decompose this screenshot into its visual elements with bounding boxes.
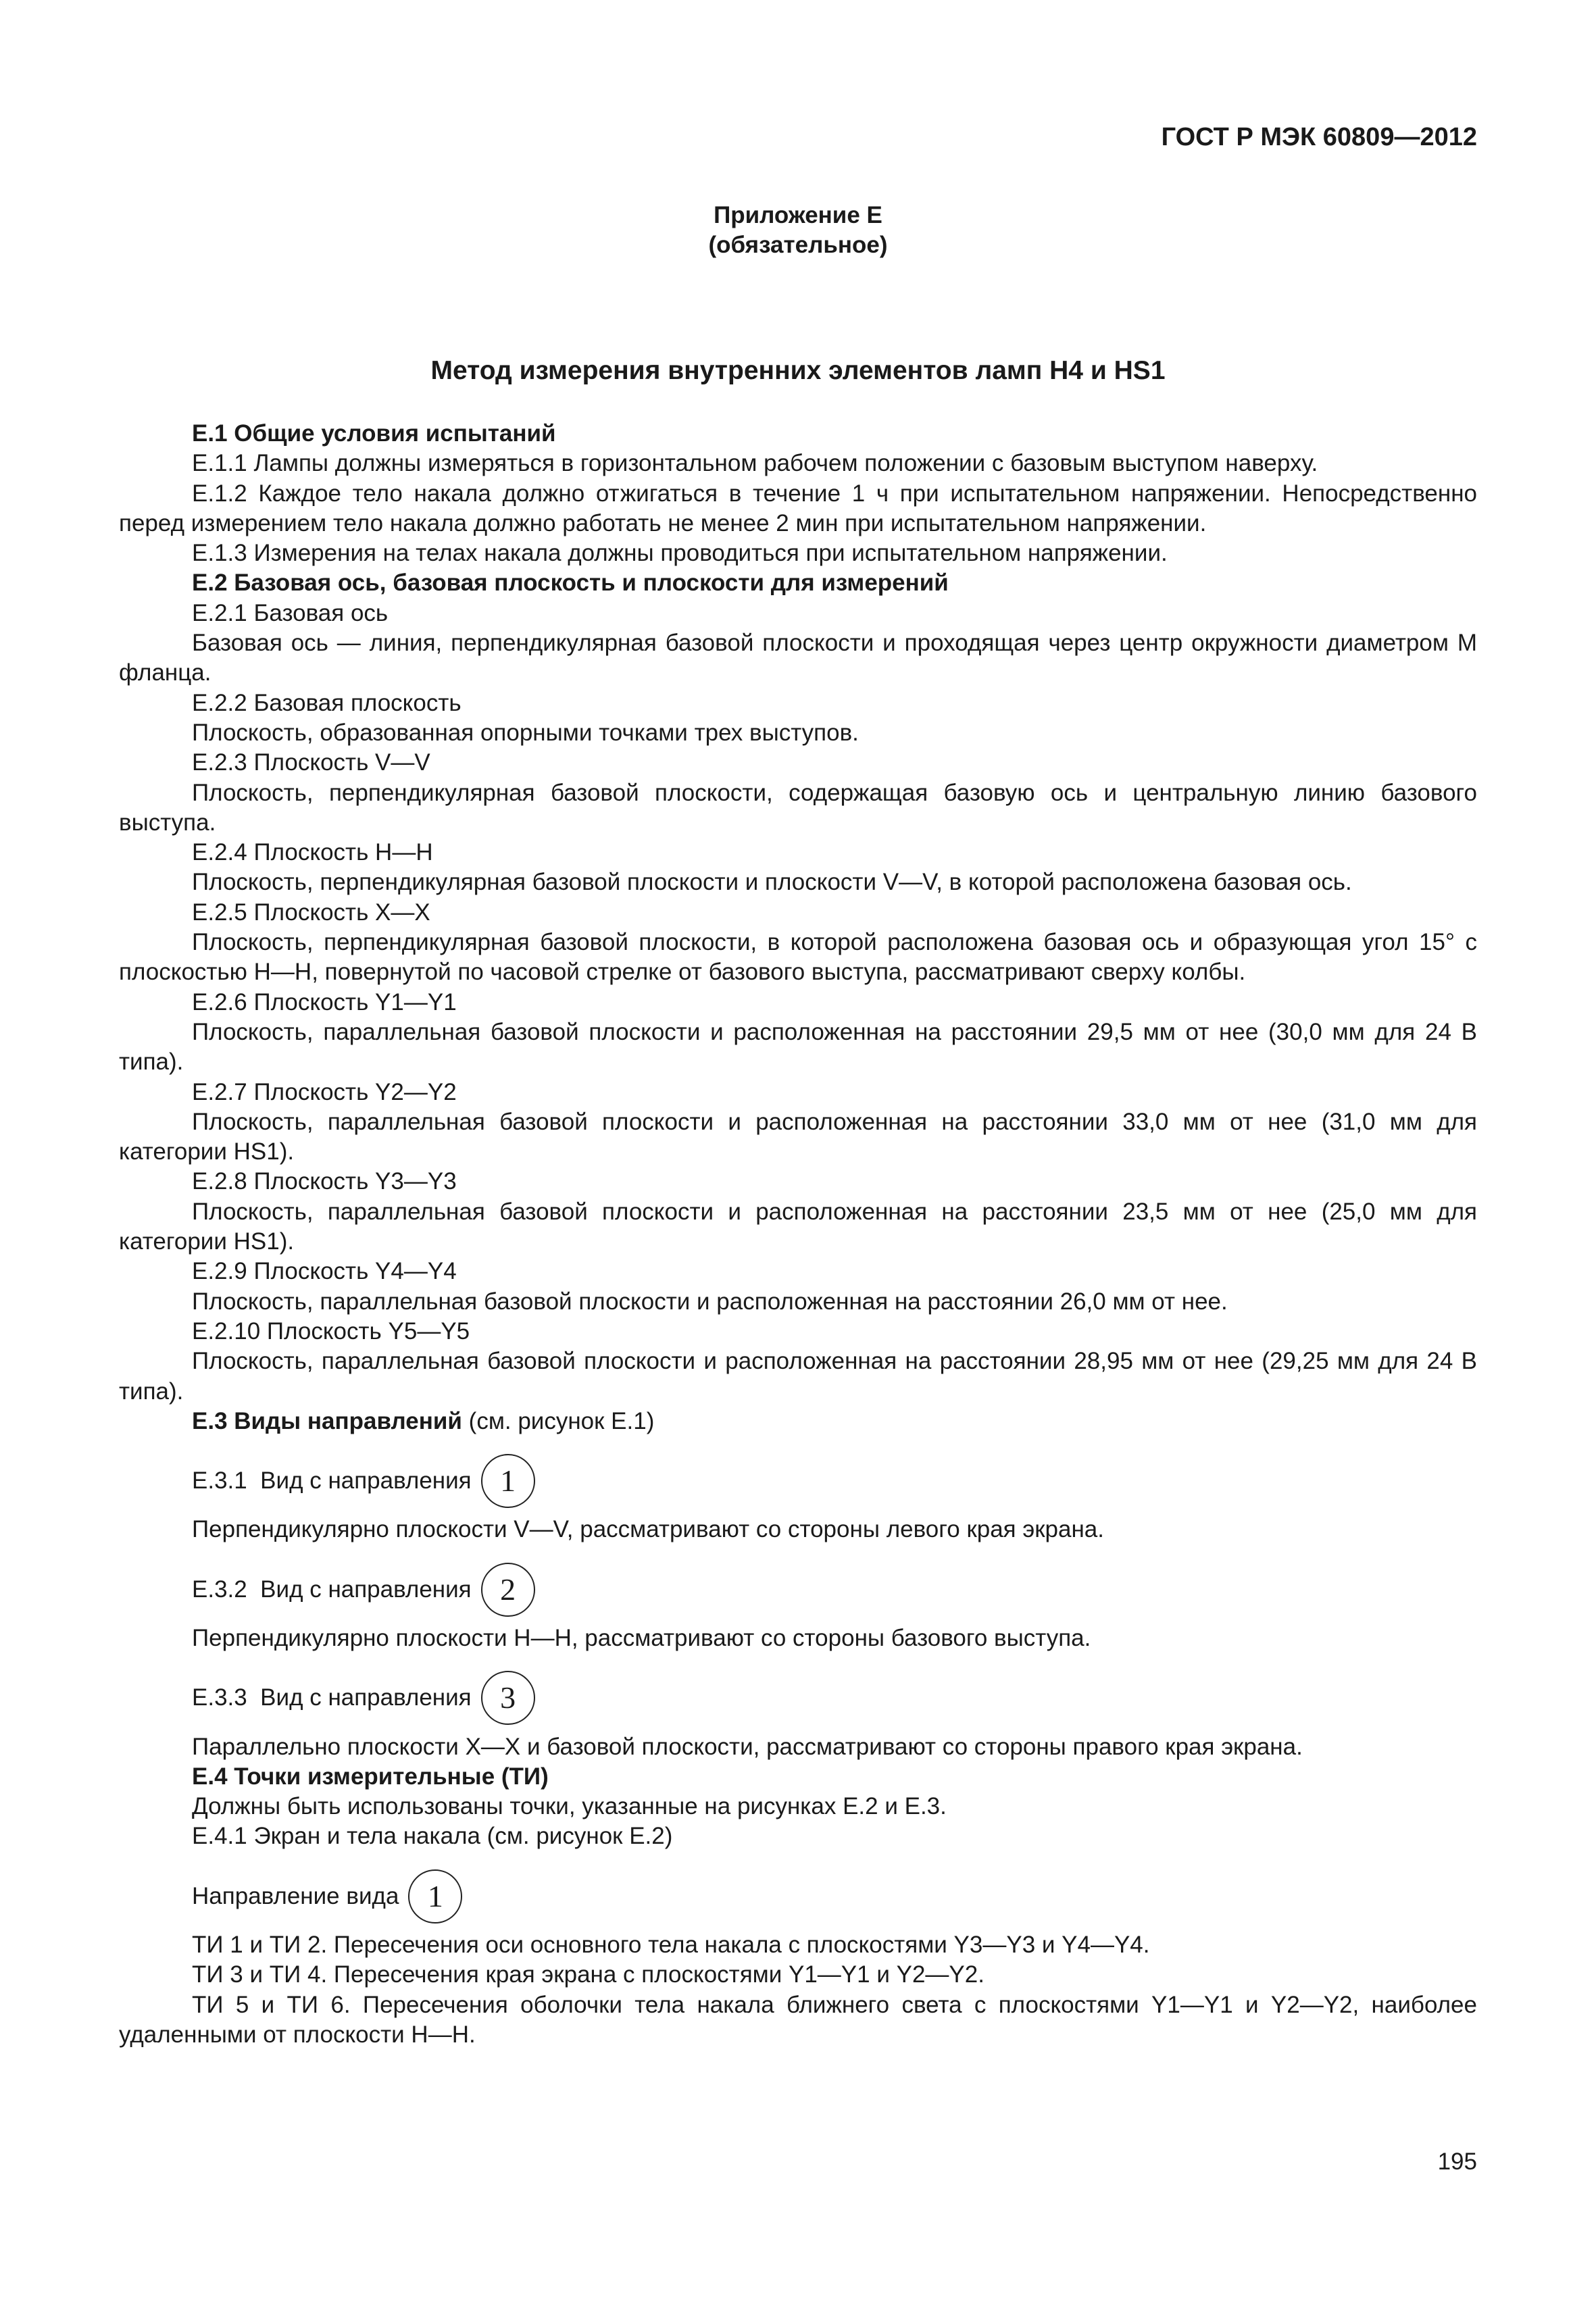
clause-e3-2: [119, 1571, 1477, 1607]
clause-e2-10-text: Плоскость, параллельная базовой плоскости и расположенная на расстоянии 28,95 мм от нее (29,25 мм для 24 В типа).: [119, 1348, 1477, 1405]
annex-title: Приложение Е: [714, 202, 882, 228]
section-heading-e1: Е.1 Общие условия испытаний: [192, 420, 556, 447]
section-heading-e2: Е.2 Базовая ось, базовая плоскость и плоскости для измерений: [192, 570, 949, 597]
clause-e1-2: Е.1.2 Каждое тело накала должно отжигаться в течение 1 ч при испытательном напряжении. Непосредственно перед измерением тело накала должно работать не менее 2 мин при испытательном напряжении.: [119, 480, 1477, 536]
clause-e2-5: Е.2.5 Плоскость X—X: [192, 899, 430, 926]
clause-e2-4: Е.2.4 Плоскость Н—Н: [192, 839, 433, 866]
document-body: [119, 419, 1477, 2050]
view-direction-circle: 1: [408, 1869, 462, 1923]
clause-e3-3-text: Параллельно плоскости X—X и базовой плоскости, рассматривают со стороны правого края экрана.: [192, 1733, 1303, 1760]
clause-e2-7-text: Плоскость, параллельная базовой плоскости и расположенная на расстоянии 33,0 мм от нее (31,0 мм для категории HS1).: [119, 1108, 1477, 1165]
direction-circle-2: 2: [481, 1563, 535, 1617]
clause-e2-8-text: Плоскость, параллельная базовой плоскости и расположенная на расстоянии 23,5 мм от нее (25,0 мм для категории HS1).: [119, 1198, 1477, 1255]
annex-header: [119, 201, 1477, 260]
ti-1-2: ТИ 1 и ТИ 2. Пересечения оси основного тела накала с плоскостями Y3—Y3 и Y4—Y4.: [192, 1932, 1150, 1959]
clause-e2-2: Е.2.2 Базовая плоскость: [192, 689, 462, 716]
clause-e3-1-label: Е.3.1 Вид с направления: [192, 1467, 472, 1494]
clause-e3-1-text: Перпендикулярно плоскости V—V, рассматривают со стороны левого края экрана.: [192, 1516, 1104, 1543]
clause-e2-6: Е.2.6 Плоскость Y1—Y1: [192, 988, 457, 1015]
clause-e2-9-text: Плоскость, параллельная базовой плоскости и расположенная на расстоянии 26,0 мм от нее.: [192, 1288, 1228, 1315]
clause-e2-3-text: Плоскость, перпендикулярная базовой плоскости, содержащая базовую ось и центральную линию базового выступа.: [119, 779, 1477, 836]
clause-e2-7: Е.2.7 Плоскость Y2—Y2: [192, 1078, 457, 1105]
clause-e2-5-text: Плоскость, перпендикулярная базовой плоскости, в которой расположена базовая ось и образующая угол 15° с плоскостью Н—Н, повернутой по часовой стрелке от базового выступа, рассматривают сверху колбы.: [119, 929, 1477, 986]
ti-5-6: ТИ 5 и ТИ 6. Пересечения оболочки тела накала ближнего света с плоскостями Y1—Y1 и Y2—Y2, наиболее удаленными от плоскости Н—Н.: [119, 1991, 1477, 2048]
section-heading-e3: [119, 1407, 1477, 1436]
clause-e2-1-text: Базовая ось — линия, перпендикулярная базовой плоскости и проходящая через центр окружности диаметром М фланца.: [119, 630, 1477, 686]
direction-circle-3: 3: [481, 1671, 535, 1725]
clause-e2-8: Е.2.8 Плоскость Y3—Y3: [192, 1168, 457, 1195]
clause-e3-3-label: Е.3.3 Вид с направления: [192, 1684, 472, 1711]
section-heading-e3-title: Е.3 Виды направлений: [192, 1407, 462, 1434]
view-direction-label: Направление вида: [192, 1882, 399, 1909]
clause-e1-3: Е.1.3 Измерения на телах накала должны проводиться при испытательном напряжении.: [192, 540, 1168, 567]
document-code: ГОСТ Р МЭК 60809—2012: [1161, 123, 1477, 151]
clause-e3-2-text: Перпендикулярно плоскости Н—Н, рассматривают со стороны базового выступа.: [192, 1624, 1091, 1651]
section-heading-e3-ref: (см. рисунок Е.1): [462, 1407, 655, 1434]
annex-status: (обязательное): [708, 232, 888, 258]
section-heading-e4: Е.4 Точки измерительные (ТИ): [192, 1763, 549, 1790]
clause-e2-2-text: Плоскость, образованная опорными точками трех выступов.: [192, 719, 859, 746]
clause-e2-6-text: Плоскость, параллельная базовой плоскости и расположенная на расстоянии 29,5 мм от нее (30,0 мм для 24 В типа).: [119, 1018, 1477, 1076]
clause-e4-text: Должны быть использованы точки, указанные на рисунках Е.2 и Е.3.: [192, 1793, 947, 1820]
clause-e2-1: Е.2.1 Базовая ось: [192, 599, 389, 626]
clause-e2-10: Е.2.10 Плоскость Y5—Y5: [192, 1317, 470, 1344]
direction-circle-1: 1: [481, 1454, 535, 1508]
page-number: 195: [1437, 2148, 1477, 2175]
clause-e4-1: Е.4.1 Экран и тела накала (см. рисунок Е.2): [192, 1823, 673, 1850]
document-page: [119, 0, 1477, 2314]
clause-e3-2-label: Е.3.2 Вид с направления: [192, 1576, 472, 1603]
clause-e2-9: Е.2.9 Плоскость Y4—Y4: [192, 1258, 457, 1285]
clause-e3-1: [119, 1463, 1477, 1499]
clause-e2-4-text: Плоскость, перпендикулярная базовой плоскости и плоскости V—V, в которой расположена базовая ось.: [192, 869, 1352, 896]
ti-3-4: ТИ 3 и ТИ 4. Пересечения края экрана с плоскостями Y1—Y1 и Y2—Y2.: [192, 1961, 984, 1988]
clause-e3-3: [119, 1680, 1477, 1715]
view-direction: [119, 1878, 1477, 1913]
clause-e1-1: Е.1.1 Лампы должны измеряться в горизонтальном рабочем положении с базовым выступом наверху.: [192, 450, 1318, 477]
clause-e2-3: Е.2.3 Плоскость V—V: [192, 749, 430, 776]
main-title: Метод измерения внутренних элементов ламп Н4 и HS1: [430, 356, 1166, 385]
